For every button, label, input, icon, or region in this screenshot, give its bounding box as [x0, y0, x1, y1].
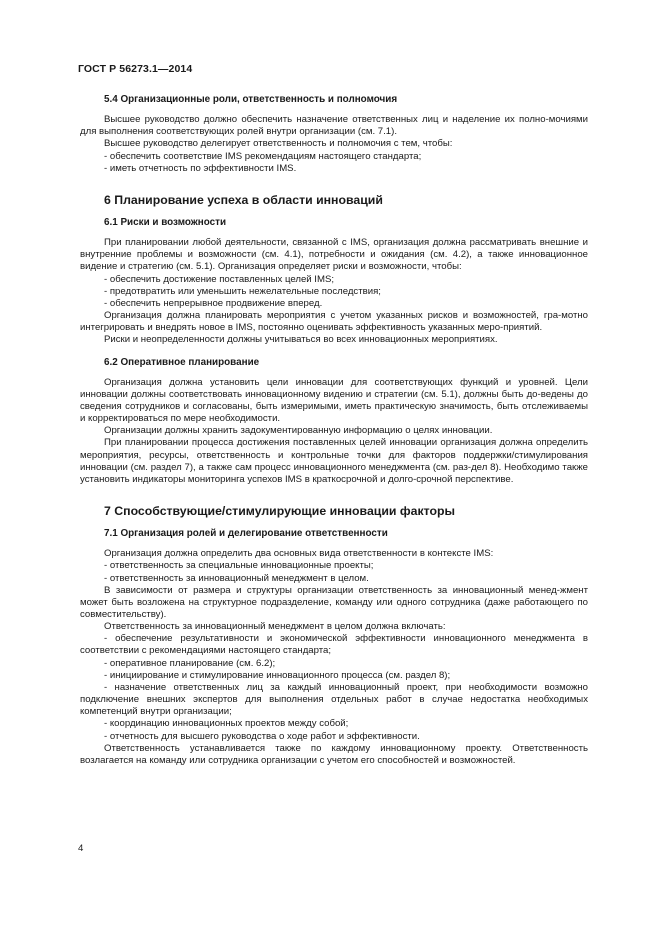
paragraph: Организация должна планировать мероприятия с учетом указанных рисков и возможностей, гра-мотно интегрировать и внедрять новое в IMS, постоянно оценивать эффективность указанных меро-приятий.	[80, 310, 588, 334]
list-item: - обеспечить непрерывное продвижение вперед.	[104, 297, 323, 309]
list-item: - оперативное планирование (см. 6.2);	[104, 657, 276, 669]
list-item: - обеспечить достижение поставленных целей IMS;	[104, 273, 335, 285]
paragraph: При планировании процесса достижения поставленных целей инновации организация должна определить мероприятия, ресурсы, ответственность и контрольные точки для факторов поддержки/стимулирования инновации (см. раздел 7), а также сам процесс инновационного менеджмента (см. раз-дел 8). Необходимо также установить индикаторы мониторинга успехов IMS в краткосрочной и долго-срочной перспективе.	[80, 437, 588, 485]
list-item: - инициирование и стимулирование инновационного процесса (см. раздел 8);	[104, 669, 451, 681]
list-item: - обеспечить соответствие IMS рекомендациям настоящего стандарта;	[104, 150, 422, 162]
section-6-2-heading: 6.2 Оперативное планирование	[104, 356, 260, 368]
list-item: - ответственность за инновационный менеджмент в целом.	[104, 572, 369, 584]
paragraph: Риски и неопределенности должны учитываться во всех инновационных мероприятиях.	[104, 334, 498, 346]
paragraph: В зависимости от размера и структуры организации ответственность за инновационный менед-жмент может быть возложена на структурное подразделение, команду или одного сотрудника (даже работающего по совместительству).	[80, 584, 588, 620]
page-number: 4	[78, 843, 84, 854]
paragraph: Организация должна установить цели инновации для соответствующих функций и уровней. Цели инновации должны соответствовать инновационному видению и стратегии (см. 5.1), должны быть до-ведены до сведения сотрудников и согласованы, быть измеримыми, иметь практическую значимость, быть отслеживаемы и корректироваться по мере необходимости.	[80, 376, 588, 425]
list-item: - предотвратить или уменьшить нежелательные последствия;	[104, 285, 381, 297]
list-item: - иметь отчетность по эффективности IMS.	[104, 162, 297, 174]
paragraph: При планировании любой деятельности, связанной с IMS, организация должна рассматривать внешние и внутренние проблемы и возможности (см. 4.1), потребности и ожидания (см. 4.2), а также инновационное видение и стратегию (см. 5.1). Организация определяет риски и возможности, чтобы:	[80, 237, 588, 273]
list-item: - обеспечение результативности и экономической эффективности инновационного менеджмента в соответствии с рекомендациями настоящего стандарта;	[80, 633, 588, 657]
document-code: ГОСТ Р 56273.1—2014	[78, 63, 193, 75]
list-item: - ответственность за специальные инновационные проекты;	[104, 560, 374, 572]
section-7-heading: 7 Способствующие/стимулирующие инновации факторы	[104, 504, 456, 519]
section-6-heading: 6 Планирование успеха в области инноваций	[104, 192, 383, 207]
paragraph: Организации должны хранить задокументированную информацию о целях инновации.	[104, 425, 493, 437]
section-5-4-heading: 5.4 Организационные роли, ответственность и полномочия	[104, 94, 398, 105]
section-6-1-heading: 6.1 Риски и возможности	[104, 216, 227, 228]
list-item: - отчетность для высшего руководства о ходе работ и эффективности.	[104, 730, 420, 742]
list-item: - назначение ответственных лиц за каждый инновационный проект, при необходимости возможно подключение внешних экспертов для выполнения отдельных работ в случае недостатка необходимых компетенций внутри организации;	[80, 681, 588, 718]
paragraph: Высшее руководство должно обеспечить назначение ответственных лиц и наделение их полно-мочиями для выполнения соответствующих ролей внутри организации (см. 7.1).	[80, 114, 588, 138]
paragraph: Ответственность за инновационный менеджмент в целом должна включать:	[104, 621, 446, 633]
list-item: - координацию инновационных проектов между собой;	[104, 718, 349, 730]
paragraph: Высшее руководство делегирует ответственность и полномочия с тем, чтобы:	[104, 138, 453, 150]
paragraph: Организация должна определить два основных вида ответственности в контексте IMS:	[104, 548, 494, 560]
section-7-1-heading: 7.1 Организация ролей и делегирование ответственности	[104, 528, 388, 540]
paragraph: Ответственность устанавливается также по каждому инновационному проекту. Ответственность возлагается на команду или сотрудника организации с учетом его способностей и возможностей.	[80, 742, 588, 766]
document-body	[80, 90, 588, 767]
